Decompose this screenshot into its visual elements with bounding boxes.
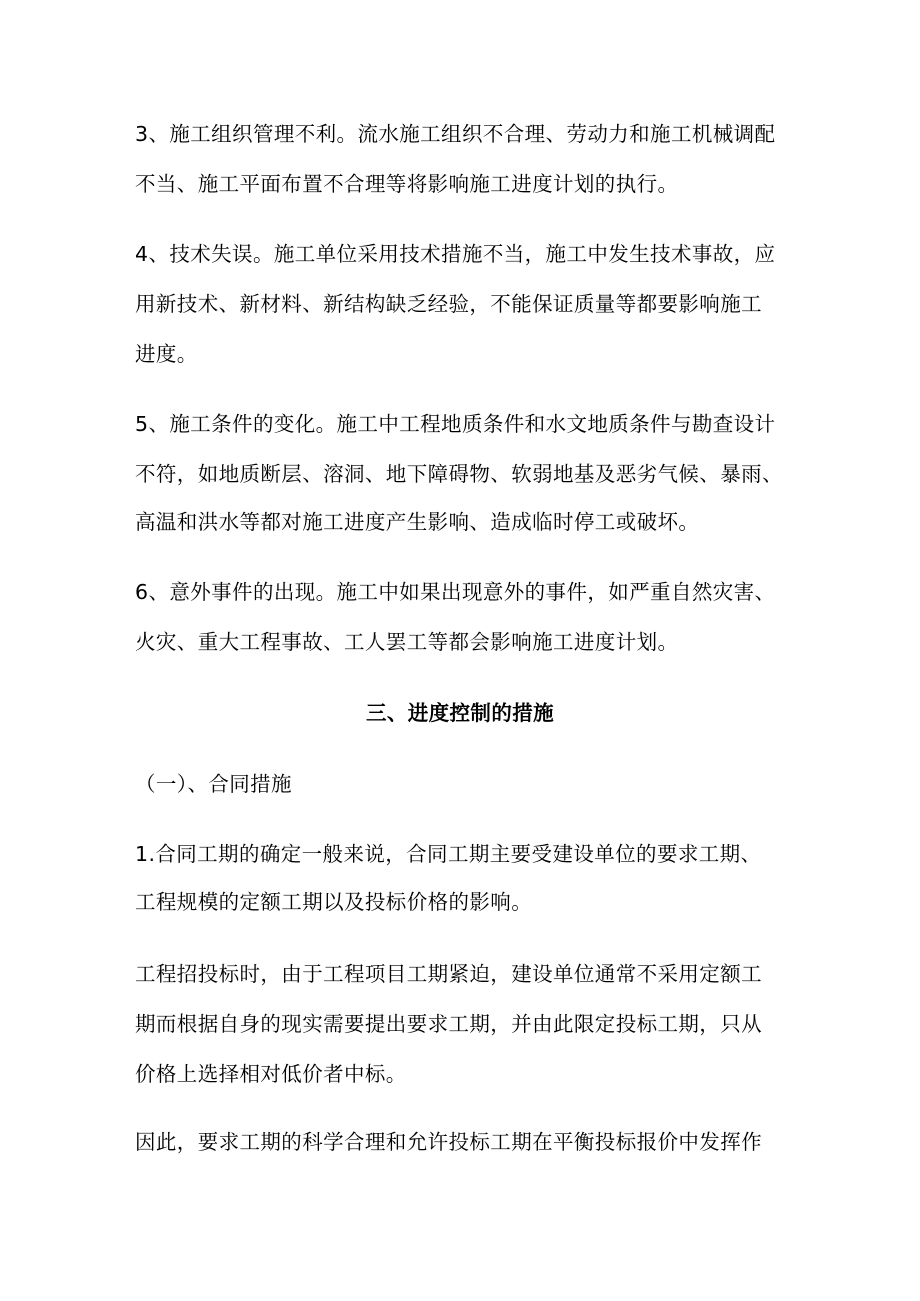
paragraph-bidding-line-3: 价格上选择相对低价者中标。 (135, 1062, 407, 1086)
paragraph-4-line-3: 进度。 (135, 342, 198, 366)
paragraph-3-line-1: 3、施工组织管理不利。流水施工组织不合理、劳动力和施工机械调配 (135, 122, 776, 146)
paragraph-4-line-1: 4、技术失误。施工单位采用技术措施不当，施工中发生技术事故，应 (135, 242, 776, 266)
item-1-line-1: 1.合同工期的确定一般来说，合同工期主要受建设单位的要求工期、 (135, 842, 762, 866)
item-1-line-2: 工程规模的定额工期以及投标价格的影响。 (135, 890, 533, 914)
paragraph-6-line-1: 6、意外事件的出现。施工中如果出现意外的事件，如严重自然灾害、 (135, 580, 776, 604)
paragraph-5-line-2: 不符，如地质断层、溶洞、地下障碍物、软弱地基及恶劣气候、暴雨、 (135, 462, 783, 486)
paragraph-5-line-1: 5、施工条件的变化。施工中工程地质条件和水文地质条件与勘查设计 (135, 412, 776, 436)
paragraph-bidding-line-2: 期而根据自身的现实需要提出要求工期，并由此限定投标工期，只从 (135, 1012, 762, 1036)
paragraph-6-line-2: 火灾、重大工程事故、工人罢工等都会影响施工进度计划。 (135, 630, 679, 654)
paragraph-5-line-3: 高温和洪水等都对施工进度产生影响、造成临时停工或破坏。 (135, 510, 700, 534)
subsection-heading: （一）、合同措施 (135, 772, 292, 796)
paragraph-3-line-2: 不当、施工平面布置不合理等将影响施工进度计划的执行。 (135, 172, 679, 196)
section-heading: 三、进度控制的措施 (365, 701, 555, 725)
paragraph-bidding-line-1: 工程招投标时，由于工程项目工期紧迫，建设单位通常不采用定额工 (135, 962, 762, 986)
paragraph-4-line-2: 用新技术、新材料、新结构缺乏经验，不能保证质量等都要影响施工 (135, 292, 762, 316)
paragraph-therefore-line-1: 因此，要求工期的科学合理和允许投标工期在平衡投标报价中发挥作 (135, 1130, 762, 1154)
